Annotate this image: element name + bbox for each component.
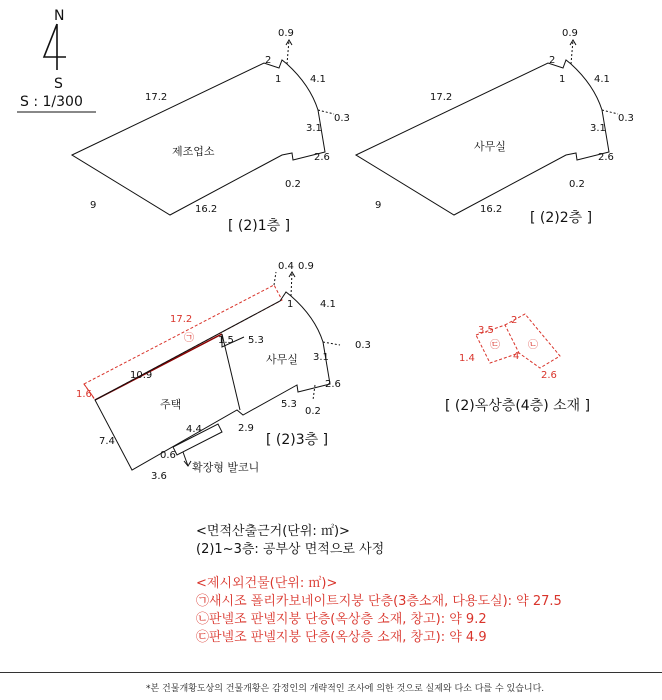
floor1-dim-arc-end: 0.3 bbox=[334, 113, 350, 124]
scale-label: S : 1/300 bbox=[20, 94, 83, 110]
floor3-annex-marker: ㉠ bbox=[184, 333, 194, 344]
floor3-dim-bal-w: 0.6 bbox=[160, 450, 176, 461]
floor2-dim-notch-small: 1 bbox=[559, 74, 566, 85]
floor1-title: [ (2)1층 ] bbox=[228, 218, 291, 234]
floor1-dim-right: 3.1 bbox=[306, 123, 322, 134]
floor3-dim-inner-a: 1.5 bbox=[218, 335, 234, 346]
floor3-dim-notch-small: 1 bbox=[287, 299, 294, 310]
floor3-plan bbox=[76, 261, 371, 482]
floor2-dim-arc: 4.1 bbox=[594, 74, 610, 85]
floor3-dim-mid-b: 5.3 bbox=[281, 399, 297, 410]
floor3-dim-house-top: 10.9 bbox=[130, 370, 153, 381]
floor1-dim-top: 17.2 bbox=[145, 92, 168, 103]
notes-block bbox=[196, 523, 656, 647]
compass-north-label: N bbox=[54, 8, 65, 24]
floor1-dim-notch: 2 bbox=[265, 55, 272, 66]
floor3-title: [ (2)3층 ] bbox=[266, 432, 329, 448]
floor2-dim-step: 0.2 bbox=[569, 179, 585, 190]
floor2-plan bbox=[356, 28, 634, 226]
footer-divider bbox=[0, 672, 662, 673]
floor3-dim-red-left: 1.6 bbox=[76, 389, 92, 400]
rooftop-dim-c: 1.4 bbox=[459, 353, 475, 364]
floor2-dim-bottom: 16.2 bbox=[480, 204, 503, 215]
floor2-dim-notch-top: 0.9 bbox=[562, 28, 578, 39]
basis-title: <면적산출근거(단위: ㎡)> bbox=[196, 524, 350, 539]
rooftop-title: [ (2)옥상층(4층) 소재 ] bbox=[445, 398, 591, 414]
floor2-dim-right-low: 2.6 bbox=[598, 152, 614, 163]
north-arrow-icon bbox=[44, 24, 66, 70]
floor1-dim-arc: 4.1 bbox=[310, 74, 326, 85]
floor3-dim-mid-c: 2.9 bbox=[238, 423, 254, 434]
floor3-balcony-label: 확장형 발코니 bbox=[192, 461, 260, 474]
floor3-dim-right-low: 2.6 bbox=[325, 379, 341, 390]
floor3-dim-notch-top: 0.9 bbox=[298, 261, 314, 272]
floor3-dim-arc: 4.1 bbox=[320, 299, 336, 310]
rooftop-dim-b: 2 bbox=[511, 315, 518, 326]
floor1-plan bbox=[72, 28, 350, 234]
floor2-dim-left: 9 bbox=[375, 200, 382, 211]
basis-line: (2)1~3층: 공부상 면적으로 사정 bbox=[196, 542, 385, 557]
compass-south-label: S bbox=[54, 76, 63, 92]
floor2-dim-top: 17.2 bbox=[430, 92, 453, 103]
footnote: *본 건물개황도상의 건물개황은 감정인의 개략적인 조사에 의한 것으로 실제와 다소 다를 수 있습니다. bbox=[146, 684, 545, 694]
rooftop-dim-a: 3.5 bbox=[478, 325, 494, 336]
floor2-dim-notch: 2 bbox=[549, 55, 556, 66]
floor1-dim-notch-small: 1 bbox=[275, 74, 282, 85]
floor1-dim-left: 9 bbox=[90, 200, 97, 211]
floor3-room-office: 사무실 bbox=[266, 353, 298, 366]
excluded-item-2: ㉡판넬조 판넬지붕 단층(옥상층 소재, 창고): 약 9.2 bbox=[196, 612, 487, 627]
rooftop-dim-e: 2.6 bbox=[541, 370, 557, 381]
floor1-dim-bottom: 16.2 bbox=[195, 204, 218, 215]
floor1-dim-notch-top: 0.9 bbox=[278, 28, 294, 39]
floor3-dim-top-small: 0.4 bbox=[278, 261, 294, 272]
floor2-dim-right: 3.1 bbox=[590, 123, 606, 134]
floor3-dim-left: 7.4 bbox=[99, 436, 115, 447]
floor3-dim-bottom: 3.6 bbox=[151, 471, 167, 482]
rooftop-marker-b: ㉡ bbox=[528, 340, 538, 351]
excluded-title: <제시외건물(단위: ㎡)> bbox=[196, 576, 338, 591]
floor3-dim-step: 0.2 bbox=[305, 406, 321, 417]
floor3-room-house: 주택 bbox=[160, 398, 182, 411]
floor3-dim-inner-b: 5.3 bbox=[248, 335, 264, 346]
floor1-dim-step: 0.2 bbox=[285, 179, 301, 190]
floor3-dim-arc-end: 0.3 bbox=[355, 340, 371, 351]
floor3-dim-bal-len: 4.4 bbox=[186, 424, 202, 435]
floor1-room-label: 제조업소 bbox=[172, 145, 215, 158]
excluded-item-1: ㉠새시조 폴리카보네이트지붕 단층(3층소재, 다용도실): 약 27.5 bbox=[196, 594, 562, 609]
rooftop-marker-c: ㉢ bbox=[490, 340, 500, 351]
floor1-dim-right-low: 2.6 bbox=[314, 152, 330, 163]
floor2-room-label: 사무실 bbox=[474, 140, 506, 153]
compass bbox=[17, 8, 96, 112]
floor2-title: [ (2)2층 ] bbox=[530, 210, 593, 226]
floor3-dim-red-top: 17.2 bbox=[170, 314, 193, 325]
rooftop-plan bbox=[445, 314, 590, 414]
rooftop-dim-d: 4 bbox=[513, 351, 520, 362]
floor2-dim-arc-end: 0.3 bbox=[618, 113, 634, 124]
excluded-item-3: ㉢판넬조 판넬지붕 단층(옥상층 소재, 창고): 약 4.9 bbox=[196, 630, 487, 645]
floor3-dim-right: 3.1 bbox=[313, 352, 329, 363]
